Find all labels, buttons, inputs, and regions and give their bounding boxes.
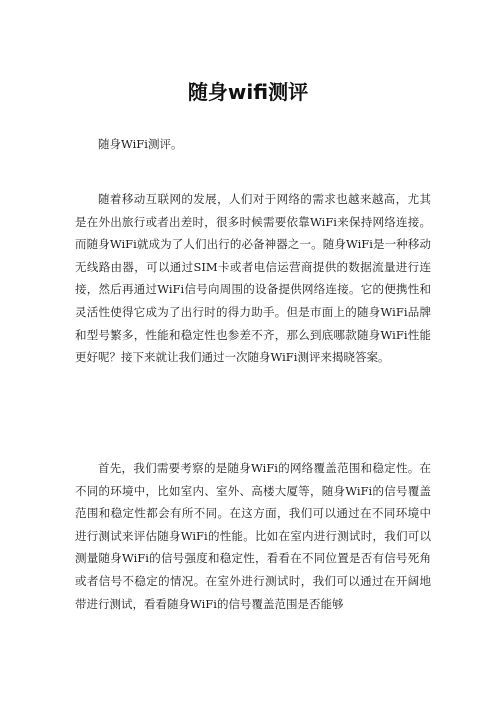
paragraph-background: 随着移动互联网的发展，人们对于网络的需求也越来越高，尤其是在外出旅行或者出差时，很多时候需要依靠WiFi来保持网络连接。而随身WiFi就成为了人们出行的必备神器之一。随身WiFi是一种移动无线路由器，可以通过SIM卡或者电信运营商提供的数据流量进行连接，然后再通过WiFi信号向周围的设备提供网络连接。它的便携性和灵活性使得它成为了出行时的得力助手。但是市面上的随身WiFi品牌和型号繁多，性能和稳定性也参差不齐，那么到底哪款随身WiFi性能更好呢？接下来就让我们通过一次随身WiFi测评来揭晓答案。 (75, 192, 431, 365)
paragraph-coverage: 首先，我们需要考察的是随身WiFi的网络覆盖范围和稳定性。在不同的环境中，比如室内、室外、高楼大厦等，随身WiFi的信号覆盖范围和稳定性都会有所不同。在这方面，我们可以通过在不同环境中进行测试来评估随身WiFi的性能。比如在室内进行测试时，我们可以测量随身WiFi的信号强度和稳定性，看看在不同位置是否有信号死角或者信号不稳定的情况。在室外进行测试时，我们可以通过在开阔地带进行测试，看看随身WiFi的信号覆盖范围是否能够 (75, 461, 431, 611)
document-title: 随身wifi测评 (187, 80, 309, 104)
paragraph-intro: 随身WiFi测评。 (98, 137, 183, 151)
